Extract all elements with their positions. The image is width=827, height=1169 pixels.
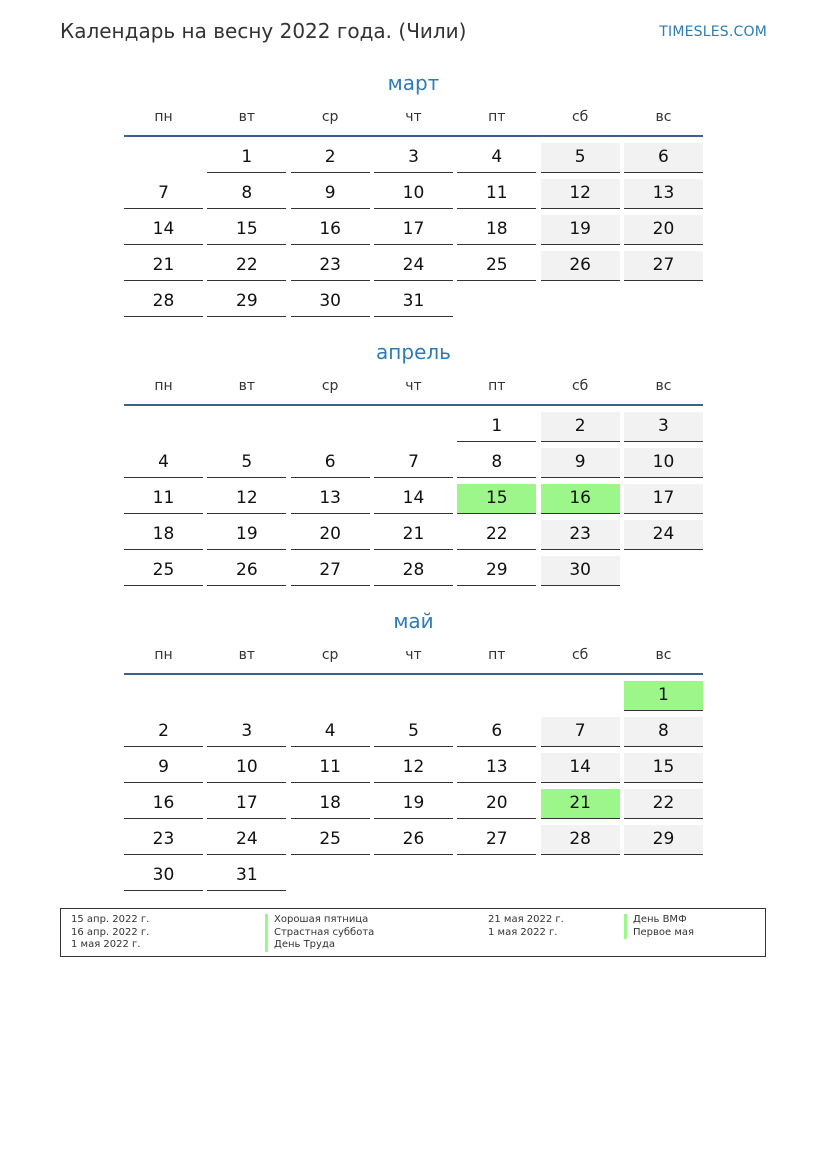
- weekday-label: пт: [488, 378, 506, 394]
- day-cell: 15: [624, 753, 703, 783]
- day-cell: 20: [624, 215, 703, 245]
- day-cell: 19: [541, 215, 620, 245]
- weekday-header: [124, 645, 703, 667]
- weekday-label: вс: [655, 378, 672, 394]
- day-cell: 29: [624, 825, 703, 855]
- empty-cell: [207, 412, 286, 441]
- day-cell: 27: [624, 251, 703, 281]
- day-cell: 21: [124, 251, 203, 281]
- day-cell: 22: [624, 789, 703, 819]
- day-cell: 8: [624, 717, 703, 747]
- day-cell: 2: [291, 143, 370, 173]
- day-cell: 28: [541, 825, 620, 855]
- legend-holiday-name: Хорошая пятница: [265, 914, 374, 927]
- header-rule: [124, 404, 703, 406]
- day-cell: 2: [541, 412, 620, 442]
- day-cell: 9: [124, 753, 203, 783]
- month-name: апрель: [376, 340, 451, 364]
- month-block: [124, 338, 703, 586]
- day-cell: 24: [374, 251, 453, 281]
- empty-cell: [374, 681, 453, 710]
- empty-cell: [541, 681, 620, 710]
- legend-dates-right: [488, 914, 564, 939]
- day-cell-holiday: 21: [541, 789, 620, 819]
- day-cell: 18: [124, 520, 203, 550]
- day-cell: 14: [124, 215, 203, 245]
- day-cell: 11: [291, 753, 370, 783]
- day-cell: 23: [541, 520, 620, 550]
- weekday-label: вс: [655, 647, 672, 663]
- day-cell: 23: [124, 825, 203, 855]
- empty-cell: [291, 412, 370, 441]
- weekday-label: сб: [571, 109, 589, 125]
- day-cell: 26: [541, 251, 620, 281]
- day-cell: 6: [624, 143, 703, 173]
- day-cell: 15: [207, 215, 286, 245]
- weekday-label: пн: [154, 647, 173, 663]
- day-cell: 4: [291, 717, 370, 747]
- day-cell: 20: [291, 520, 370, 550]
- legend-date: 21 мая 2022 г.: [488, 914, 564, 925]
- weekday-label: вс: [655, 109, 672, 125]
- day-cell: 2: [124, 717, 203, 747]
- day-cell: 3: [624, 412, 703, 442]
- day-cell: 7: [124, 179, 203, 209]
- day-cell: 12: [374, 753, 453, 783]
- day-cell: 4: [457, 143, 536, 173]
- empty-cell: [374, 412, 453, 441]
- legend-holiday-name: Страстная суббота: [265, 927, 374, 940]
- day-cell: 7: [374, 448, 453, 478]
- day-cell: 12: [207, 484, 286, 514]
- day-cell: 5: [541, 143, 620, 173]
- days-grid: [124, 412, 703, 586]
- weekday-label: чт: [405, 378, 422, 394]
- day-cell: 29: [207, 287, 286, 317]
- day-cell: 16: [291, 215, 370, 245]
- day-cell: 13: [624, 179, 703, 209]
- legend-date: 1 мая 2022 г.: [71, 939, 141, 950]
- day-cell: 24: [207, 825, 286, 855]
- weekday-label: сб: [571, 647, 589, 663]
- day-cell: 19: [374, 789, 453, 819]
- page-title: Календарь на весну 2022 года. (Чили): [60, 19, 467, 43]
- legend-names-left: [265, 914, 374, 952]
- empty-cell: [457, 681, 536, 710]
- day-cell: 17: [374, 215, 453, 245]
- day-cell: 1: [457, 412, 536, 442]
- day-cell: 27: [457, 825, 536, 855]
- legend-names-right: [624, 914, 694, 939]
- day-cell-holiday: 15: [457, 484, 536, 514]
- legend-date: 15 апр. 2022 г.: [71, 914, 150, 925]
- weekday-label: ср: [321, 109, 339, 125]
- day-cell: 9: [541, 448, 620, 478]
- day-cell: 8: [207, 179, 286, 209]
- day-cell-holiday: 16: [541, 484, 620, 514]
- day-cell: 20: [457, 789, 536, 819]
- day-cell: 4: [124, 448, 203, 478]
- day-cell: 21: [374, 520, 453, 550]
- day-cell: 26: [374, 825, 453, 855]
- header-rule: [124, 673, 703, 675]
- day-cell: 17: [624, 484, 703, 514]
- day-cell: 28: [374, 556, 453, 586]
- day-cell: 11: [124, 484, 203, 514]
- day-cell: 5: [374, 717, 453, 747]
- weekday-header: [124, 376, 703, 398]
- weekday-label: пт: [488, 109, 506, 125]
- weekday-label: ср: [321, 647, 339, 663]
- header-rule: [124, 135, 703, 137]
- day-cell: 31: [207, 861, 286, 891]
- day-cell: 24: [624, 520, 703, 550]
- weekday-label: вт: [238, 109, 256, 125]
- day-cell: 18: [457, 215, 536, 245]
- legend-date: 16 апр. 2022 г.: [71, 926, 150, 938]
- month-block: [124, 607, 703, 891]
- day-cell: 16: [124, 789, 203, 819]
- day-cell: 14: [541, 753, 620, 783]
- day-cell: 22: [207, 251, 286, 281]
- day-cell: 29: [457, 556, 536, 586]
- month-name: март: [387, 71, 440, 95]
- day-cell: 14: [374, 484, 453, 514]
- day-cell: 25: [457, 251, 536, 281]
- day-cell: 10: [374, 179, 453, 209]
- empty-cell: [124, 412, 203, 441]
- day-cell: 17: [207, 789, 286, 819]
- weekday-label: вт: [238, 647, 256, 663]
- day-cell: 13: [457, 753, 536, 783]
- day-cell: 7: [541, 717, 620, 747]
- day-cell: 22: [457, 520, 536, 550]
- day-cell: 26: [207, 556, 286, 586]
- day-cell: 27: [291, 556, 370, 586]
- day-cell: 31: [374, 287, 453, 317]
- days-grid: [124, 143, 703, 317]
- day-cell: 18: [291, 789, 370, 819]
- day-cell: 3: [374, 143, 453, 173]
- weekday-label: сб: [571, 378, 589, 394]
- empty-cell: [291, 681, 370, 710]
- legend-date: 1 мая 2022 г.: [488, 926, 558, 938]
- day-cell: 25: [291, 825, 370, 855]
- day-cell: 28: [124, 287, 203, 317]
- weekday-label: чт: [405, 647, 422, 663]
- day-cell: 19: [207, 520, 286, 550]
- weekday-header: [124, 107, 703, 129]
- month-block: [124, 69, 703, 317]
- day-cell: 6: [291, 448, 370, 478]
- empty-cell: [124, 681, 203, 710]
- legend-dates-left: [71, 914, 149, 952]
- day-cell-holiday: 1: [624, 681, 703, 711]
- holiday-legend: [60, 908, 766, 957]
- weekday-label: вт: [238, 378, 256, 394]
- weekday-label: пн: [154, 109, 173, 125]
- day-cell: 30: [291, 287, 370, 317]
- empty-cell: [124, 143, 203, 172]
- day-cell: 23: [291, 251, 370, 281]
- days-grid: [124, 681, 703, 891]
- legend-holiday-name: День Труда: [265, 939, 374, 952]
- day-cell: 13: [291, 484, 370, 514]
- day-cell: 6: [457, 717, 536, 747]
- day-cell: 5: [207, 448, 286, 478]
- day-cell: 30: [124, 861, 203, 891]
- day-cell: 9: [291, 179, 370, 209]
- day-cell: 3: [207, 717, 286, 747]
- empty-cell: [207, 681, 286, 710]
- day-cell: 12: [541, 179, 620, 209]
- weekday-label: пн: [154, 378, 173, 394]
- legend-holiday-name: Первое мая: [624, 927, 694, 940]
- weekday-label: ср: [321, 378, 339, 394]
- day-cell: 11: [457, 179, 536, 209]
- day-cell: 25: [124, 556, 203, 586]
- day-cell: 10: [624, 448, 703, 478]
- day-cell: 30: [541, 556, 620, 586]
- day-cell: 8: [457, 448, 536, 478]
- day-cell: 10: [207, 753, 286, 783]
- month-name: май: [393, 609, 434, 633]
- weekday-label: чт: [405, 109, 422, 125]
- legend-holiday-name: День ВМФ: [624, 914, 694, 927]
- site-link[interactable]: TIMESLES.COM: [659, 24, 767, 40]
- day-cell: 1: [207, 143, 286, 173]
- weekday-label: пт: [488, 647, 506, 663]
